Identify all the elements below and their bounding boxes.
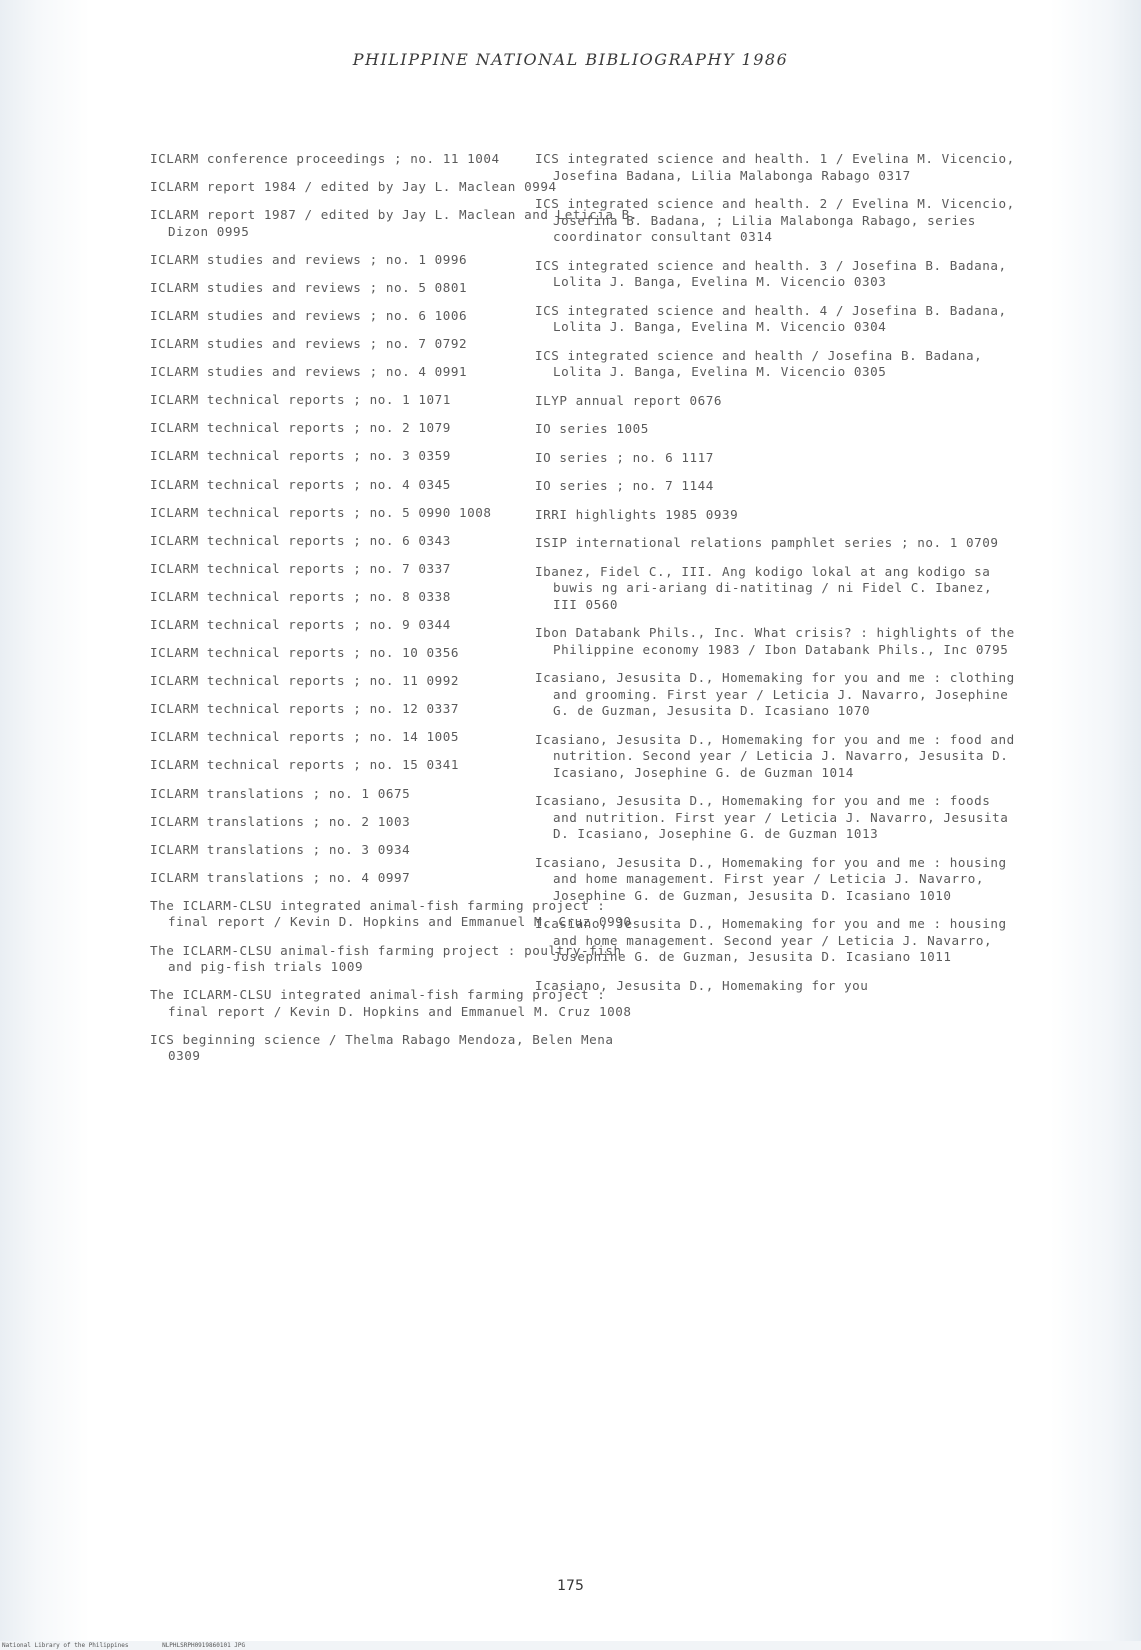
bibliography-entry: Ibanez, Fidel C., III. Ang kodigo lokal at ang kodigo sa buwis ng ari-ariang di-natitinag / ni Fidel C. Ibanez, III 0560	[535, 563, 993, 612]
bibliography-entry: Icasiano, Jesusita D., Homemaking for you and me : clothing and grooming. First year / Leticia J. Navarro, Josephine G. de Guzman, Jesusita D. Icasiano 1070	[535, 670, 1015, 718]
bibliography-entry: ICLARM studies and reviews ; no. 7 0792	[150, 336, 468, 352]
bibliography-entry: IO series ; no. 6 1117	[535, 449, 714, 465]
bibliography-entry: ICLARM translations ; no. 3 0934	[150, 841, 411, 857]
bibliography-entry: ICLARM studies and reviews ; no. 4 0991	[150, 364, 468, 380]
bibliography-entry: ICLARM technical reports ; no. 2 1079	[150, 420, 451, 436]
bibliography-entry: ICLARM technical reports ; no. 6 0343	[150, 532, 451, 548]
bibliography-entry: ICS integrated science and health. 3 / Josefina B. Badana, Lolita J. Banga, Evelina M. Vicencio 0303	[535, 257, 1007, 289]
bibliography-entry: ICLARM technical reports ; no. 1 1071	[150, 392, 451, 408]
bibliography-entry: ICLARM report 1984 / edited by Jay L. Maclean 0994	[150, 179, 557, 195]
right-column	[535, 151, 1015, 1006]
bibliography-entry: ICLARM translations ; no. 4 0997	[150, 869, 411, 885]
page-header: PHILIPPINE NATIONAL BIBLIOGRAPHY 1986	[352, 50, 789, 69]
bibliography-entry: Icasiano, Jesusita D., Homemaking for you	[535, 977, 869, 993]
bibliography-entry: ICS beginning science / Thelma Rabago Mendoza, Belen Mena 0309	[150, 1031, 614, 1064]
bibliography-entry: ICLARM studies and reviews ; no. 6 1006	[150, 307, 468, 323]
bibliography-entry: ICLARM translations ; no. 1 0675	[150, 785, 411, 801]
bibliography-entry: Icasiano, Jesusita D., Homemaking for you and me : foods and nutrition. First year / Leticia J. Navarro, Jesusita D. Icasiano, Josephine G. de Guzman 1013	[535, 793, 1009, 841]
bibliography-entry: ICLARM technical reports ; no. 7 0337	[150, 560, 451, 576]
footer	[0, 1641, 1141, 1650]
page-number: 175	[557, 1578, 584, 1594]
bibliography-entry: ICLARM technical reports ; no. 3 0359	[150, 448, 451, 464]
bibliography-entry: Icasiano, Jesusita D., Homemaking for you and me : food and nutrition. Second year / Leticia J. Navarro, Jesusita D. Icasiano, Josephine G. de Guzman 1014	[535, 731, 1015, 780]
bibliography-entry: ISIP international relations pamphlet series ; no. 1 0709	[535, 535, 999, 550]
bibliography-entry: ICLARM technical reports ; no. 12 0337	[150, 701, 460, 717]
bibliography-entry: IO series ; no. 7 1144	[535, 478, 714, 493]
bibliography-entry: ICLARM technical reports ; no. 11 0992	[150, 673, 460, 689]
bibliography-entry: The ICLARM-CLSU integrated animal-fish farming project : final report / Kevin D. Hopkins and Emmanuel M. Cruz 1008	[150, 987, 632, 1019]
bibliography-entry: IO series 1005	[535, 421, 649, 436]
bibliography-entry: The ICLARM-CLSU animal-fish farming project : poultry-fish and pig-fish trials 1009	[150, 942, 622, 975]
bibliography-entry: ICS integrated science and health. 2 / Evelina M. Vicencio, Josefina B. Badana, ; Lilia Malabonga Rabago, series coordinator consultant 0314	[535, 196, 1015, 244]
bibliography-entry: ICLARM technical reports ; no. 10 0356	[150, 645, 460, 661]
bibliography-entry: ICS integrated science and health / Josefina B. Badana, Lolita J. Banga, Evelina M. Vicencio 0305	[535, 347, 983, 379]
bibliography-entry: ICLARM conference proceedings ; no. 11 1004	[150, 151, 500, 166]
bibliography-entry: ICS integrated science and health. 1 / Evelina M. Vicencio, Josefina Badana, Lilia Malabonga Rabago 0317	[535, 151, 1015, 183]
bibliography-entry: ICS integrated science and health. 4 / Josefina B. Badana, Lolita J. Banga, Evelina M. Vicencio 0304	[535, 302, 1007, 334]
bibliography-entry: Icasiano, Jesusita D., Homemaking for you and me : housing and home management. Second year / Leticia J. Navarro, Josephine G. de Guzman, Jesusita D. Icasiano 1011	[535, 916, 1007, 964]
bibliography-entry: The ICLARM-CLSU integrated animal-fish farming project : final report / Kevin D. Hopkins and Emmanuel M. Cruz 0990	[150, 897, 632, 930]
bibliography-entry: ICLARM technical reports ; no. 9 0344	[150, 617, 451, 632]
bibliography-entry: ICLARM technical reports ; no. 5 0990 1008	[150, 504, 492, 520]
bibliography-entry: ICLARM technical reports ; no. 14 1005	[150, 729, 460, 745]
bibliography-entry: ICLARM technical reports ; no. 4 0345	[150, 476, 451, 492]
bibliography-entry: Ibon Databank Phils., Inc. What crisis? : highlights of the Philippine economy 1983 / Ibon Databank Phils., Inc 0795	[535, 625, 1015, 657]
bibliography-entry: ICLARM studies and reviews ; no. 5 0801	[150, 279, 468, 295]
bibliography-entry: ICLARM studies and reviews ; no. 1 0996	[150, 251, 468, 267]
bibliography-entry: ILYP annual report 0676	[535, 392, 723, 408]
bibliography-entry: ICLARM technical reports ; no. 15 0341	[150, 757, 460, 773]
bibliography-entry: ICLARM report 1987 / edited by Jay L. Maclean and Leticia B. Dizon 0995	[150, 207, 638, 239]
bibliography-entry: ICLARM translations ; no. 2 1003	[150, 813, 411, 829]
bibliography-entry: Icasiano, Jesusita D., Homemaking for you and me : housing and home management. First year / Leticia J. Navarro, Josephine G. de Guzman, Jesusita D. Icasiano 1010	[535, 854, 1007, 903]
bibliography-entry: ICLARM technical reports ; no. 8 0338	[150, 588, 451, 604]
footer-file: NLPHLSRPH0919860101 JPG	[162, 1642, 246, 1649]
footer-library: National Library of the Philippines	[2, 1642, 129, 1649]
bibliography-entry: IRRI highlights 1985 0939	[535, 506, 739, 522]
